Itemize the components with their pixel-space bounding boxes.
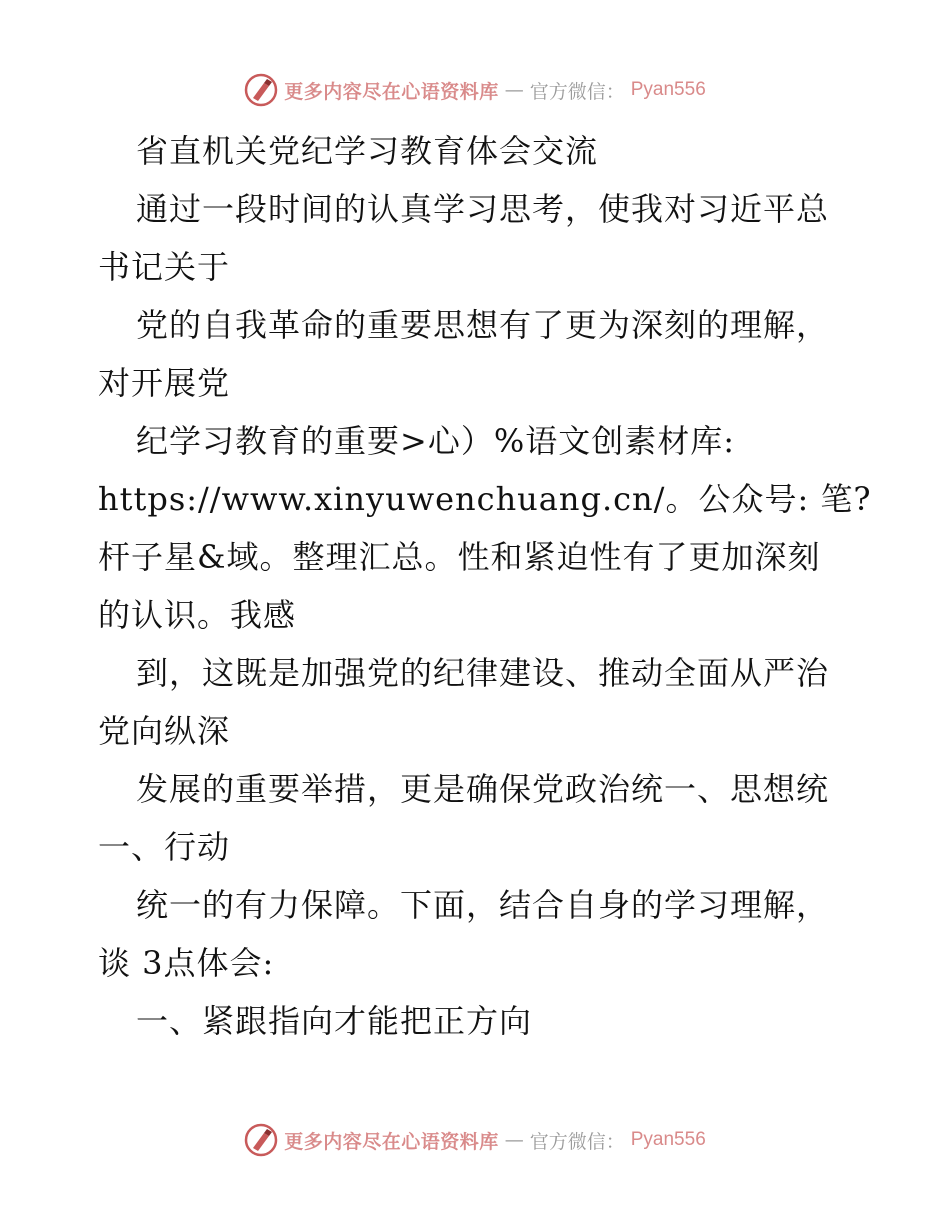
footer-watermark — [0, 1120, 950, 1160]
document-body — [98, 122, 872, 1050]
paragraph-line: 的认识。我感 — [98, 596, 297, 634]
paragraph-line: 杆子星&域。整理汇总。性和紧迫性有了更加深刻 — [98, 538, 821, 576]
paragraph-line: 一、行动 — [98, 828, 231, 866]
paragraph-line: 党向纵深 — [98, 712, 231, 750]
paragraph-line: 纪学习教育的重要>心）%语文创素材库: — [136, 422, 736, 460]
paragraph-line: 对开展党 — [98, 364, 231, 402]
paragraph-line: 通过一段时间的认真学习思考，使我对习近平总 — [136, 190, 830, 228]
watermark-wechat-id: Pyan556 — [630, 79, 706, 100]
section-heading: 一、紧跟指向才能把正方向 — [136, 1002, 533, 1040]
paragraph-line: 谈 3点体会: — [98, 944, 275, 982]
watermark-dash: — — [504, 1129, 524, 1151]
pen-seal-icon — [244, 1123, 278, 1157]
paragraph-line: 发展的重要举措，更是确保党政治统一、思想统 — [136, 770, 830, 808]
watermark-brand: 更多内容尽在心语资料库 — [284, 80, 499, 103]
watermark-dash: — — [504, 79, 524, 101]
paragraph-line: 党的自我革命的重要思想有了更为深刻的理解， — [136, 306, 830, 344]
paragraph-line: 书记关于 — [98, 248, 231, 286]
document-title: 省直机关党纪学习教育体会交流 — [136, 132, 599, 170]
watermark-brand: 更多内容尽在心语资料库 — [284, 1130, 499, 1153]
pen-seal-icon — [244, 73, 278, 107]
paragraph-line: https://www.xinyuwenchuang.cn/。公众号: 笔? — [98, 480, 872, 518]
paragraph-line: 到，这既是加强党的纪律建设、推动全面从严治 — [136, 654, 830, 692]
watermark-wechat-label: 官方微信： — [529, 1130, 625, 1153]
header-watermark — [0, 70, 950, 110]
paragraph-line: 统一的有力保障。下面，结合自身的学习理解， — [136, 886, 830, 924]
watermark-wechat-id: Pyan556 — [630, 1129, 706, 1150]
watermark-wechat-label: 官方微信： — [529, 80, 625, 103]
